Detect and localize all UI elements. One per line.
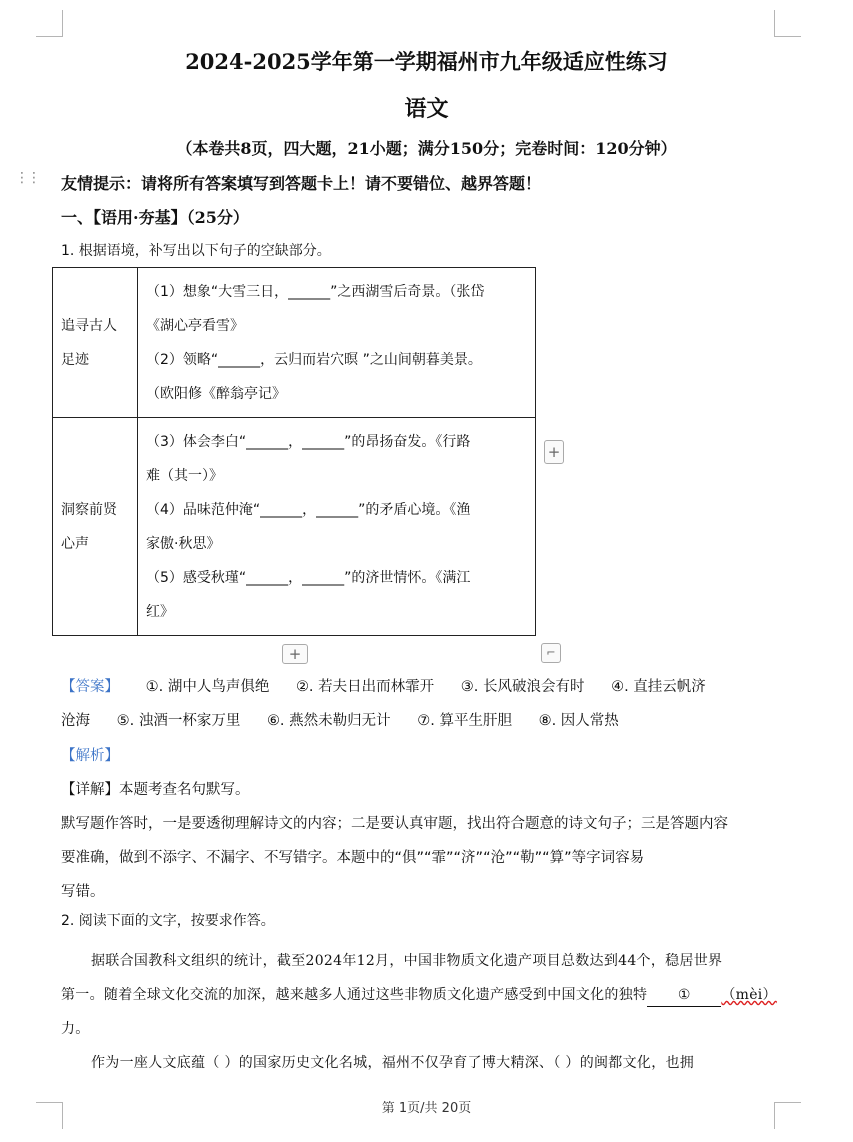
- resize-table-icon[interactable]: ⌐: [541, 643, 561, 663]
- add-column-button[interactable]: +: [544, 440, 564, 464]
- fill-in-table: [52, 267, 536, 636]
- answer-block: [61, 670, 781, 738]
- answer-item: ①. 湖中人鸟声俱绝: [145, 679, 270, 695]
- table-cell-content[interactable]: （1）想象“大雪三日，______”之西湖雪后奇景。（张岱 《湖心亭看雪》 （2）领略“______，云归而岩穴暝 ”之山间朝暮美景。 （欧阳修《醉翁亭记》: [138, 268, 536, 418]
- add-row-button[interactable]: +: [282, 644, 308, 664]
- answer-item: ⑥. 燕然未勒归无计: [266, 713, 391, 729]
- exam-info: （本卷共8页，四大题，21小题；满分150分；完卷时间：120分钟）: [176, 139, 677, 158]
- answer-item: ④. 直挂云帆济: [611, 679, 706, 695]
- explanation-paragraph: 默写题作答时，一是要透彻理解诗文的内容；二是要认真审题，找出符合题意的诗文句子；三是答题内容 要准确，做到不添字、不漏字、不写错字。本题中的“俱”“霏”“济”“沧”“勒”“算”等字词容易 写错。: [61, 816, 728, 900]
- answer-item: ⑦. 算平生肝胆: [417, 713, 512, 729]
- answer-item: 沧海: [61, 713, 90, 729]
- analysis-tag: 【解析】: [61, 748, 119, 764]
- pinyin-hint: （mèi）: [721, 987, 777, 1003]
- exam-title: 2024-2025学年第一学期福州市九年级适应性练习: [185, 49, 668, 74]
- table-row: [53, 268, 536, 418]
- answer-item: ②. 若夫日出而林霏开: [295, 679, 435, 695]
- friendly-tip: 友情提示：请将所有答案填写到答题卡上！请不要错位、越界答题！: [61, 174, 542, 193]
- question-2-prompt: 2. 阅读下面的文字，按要求作答。: [61, 913, 275, 929]
- drag-handle-icon[interactable]: ⋮⋮: [15, 170, 39, 186]
- table-cell-label[interactable]: 洞察前贤 心声: [53, 418, 138, 636]
- question-1-prompt: 1. 根据语境，补写出以下句子的空缺部分。: [61, 243, 331, 259]
- table-cell-label[interactable]: 追寻古人 足迹: [53, 268, 138, 418]
- page-number: 第 1页/共 20页: [381, 1101, 472, 1116]
- answer-tag: 【答案】: [61, 679, 119, 695]
- page-corner-mark: [774, 10, 801, 37]
- fill-blank[interactable]: ①: [647, 984, 721, 1007]
- table-cell-content[interactable]: （3）体会李白“______，______”的昂扬奋发。《行路 难（其一）》 （4）品味范仲淹“______，______”的矛盾心境。《渔 家傲·秋思》 （5）感受秋瑾“______，______”的济世情怀。《满江 红》: [138, 418, 536, 636]
- answer-item: ⑧. 因人常热: [538, 713, 619, 729]
- table-row: [53, 418, 536, 636]
- page-corner-mark: [36, 10, 63, 37]
- answer-item: ⑤. 浊酒一杯家万里: [116, 713, 241, 729]
- reading-passage: 据联合国教科文组织的统计，截至2024年12月，中国非物质文化遗产项目总数达到44个，稳居世界 第一。随着全球文化交流的加深，越来越多人通过这些非物质文化遗产感受到中国文化的独特 ① （mèi） 力。 作为一座人文底蕴（ ）的国家历史文化名城，福州不仅孕育了博大精深、（ ）的闽都文化，也拥: [61, 953, 777, 1071]
- subject-title: 语文: [404, 96, 449, 122]
- section-heading: 一、【语用·夯基】（25分）: [61, 208, 249, 227]
- answer-item: ③. 长风破浪会有时: [460, 679, 585, 695]
- detail-line: 【详解】本题考查名句默写。: [61, 782, 250, 798]
